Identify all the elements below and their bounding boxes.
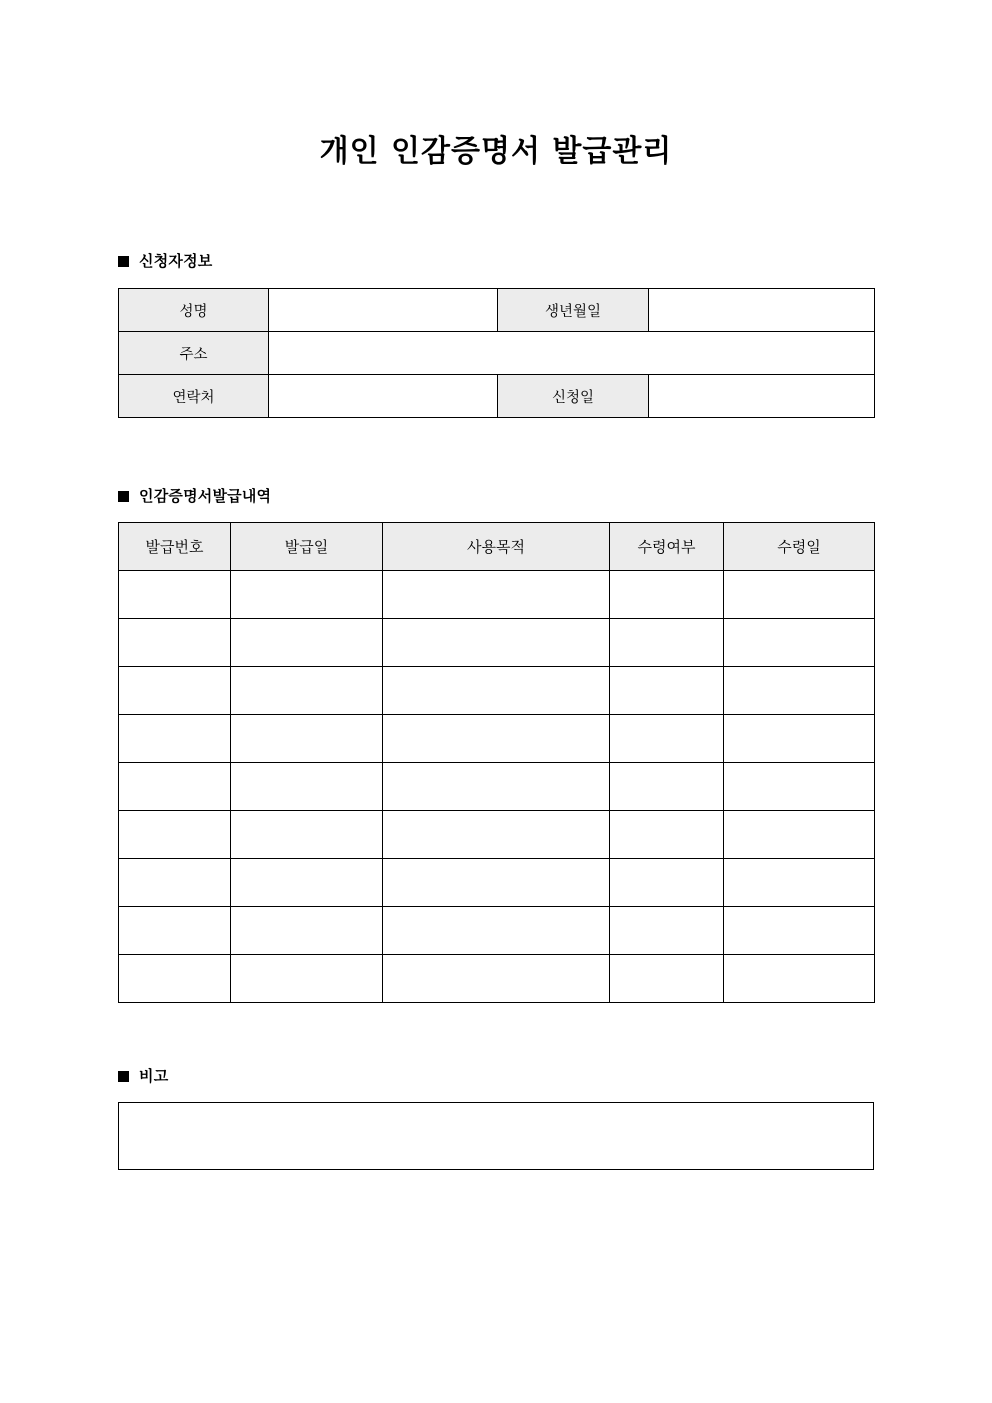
cell-issue-number[interactable] xyxy=(119,715,231,763)
filled-square-bullet-icon xyxy=(118,1071,129,1082)
table-row xyxy=(119,763,875,811)
section-heading-applicant-info xyxy=(118,254,212,269)
cell-purpose[interactable] xyxy=(383,715,610,763)
remarks-text[interactable] xyxy=(119,1103,873,1120)
filled-square-bullet-icon xyxy=(118,491,129,502)
cell-received-date[interactable] xyxy=(724,571,875,619)
cell-issue-date[interactable] xyxy=(231,907,383,955)
section-heading-label: 인감증명서발급내역 xyxy=(139,487,272,505)
table-row xyxy=(119,332,875,375)
cell-received-date[interactable] xyxy=(724,763,875,811)
cell-issue-number[interactable] xyxy=(119,571,231,619)
section-heading-label: 신청자정보 xyxy=(139,252,213,270)
cell-purpose[interactable] xyxy=(383,667,610,715)
cell-received-status[interactable] xyxy=(610,715,724,763)
cell-received-status[interactable] xyxy=(610,619,724,667)
cell-issue-date[interactable] xyxy=(231,859,383,907)
cell-received-status[interactable] xyxy=(610,667,724,715)
cell-purpose[interactable] xyxy=(383,619,610,667)
table-row xyxy=(119,955,875,1003)
column-header-issue-date: 발급일 xyxy=(231,523,383,571)
input-cell-application-date[interactable] xyxy=(649,375,875,418)
cell-issue-number[interactable] xyxy=(119,955,231,1003)
cell-received-date[interactable] xyxy=(724,619,875,667)
column-header-received-date: 수령일 xyxy=(724,523,875,571)
cell-purpose[interactable] xyxy=(383,955,610,1003)
table-header-row xyxy=(119,523,875,571)
cell-received-date[interactable] xyxy=(724,715,875,763)
column-header-received-status: 수령여부 xyxy=(610,523,724,571)
cell-purpose[interactable] xyxy=(383,811,610,859)
label-cell-application-date: 신청일 xyxy=(498,375,649,418)
cell-issue-date[interactable] xyxy=(231,571,383,619)
cell-received-status[interactable] xyxy=(610,955,724,1003)
input-cell-address[interactable] xyxy=(269,332,875,375)
cell-received-status[interactable] xyxy=(610,811,724,859)
cell-received-date[interactable] xyxy=(724,907,875,955)
column-header-issue-number: 발급번호 xyxy=(119,523,231,571)
cell-issue-date[interactable] xyxy=(231,715,383,763)
table-row xyxy=(119,289,875,332)
label-cell-birthdate: 생년월일 xyxy=(498,289,649,332)
label-cell-contact: 연락처 xyxy=(119,375,269,418)
remarks-box[interactable] xyxy=(118,1102,874,1170)
cell-received-status[interactable] xyxy=(610,907,724,955)
applicant-info-table xyxy=(118,288,875,418)
cell-received-status[interactable] xyxy=(610,763,724,811)
cell-purpose[interactable] xyxy=(383,571,610,619)
column-header-purpose: 사용목적 xyxy=(383,523,610,571)
cell-received-date[interactable] xyxy=(724,859,875,907)
cell-issue-date[interactable] xyxy=(231,763,383,811)
issuance-history-table xyxy=(118,522,875,1003)
cell-issue-number[interactable] xyxy=(119,763,231,811)
cell-purpose[interactable] xyxy=(383,763,610,811)
issuance-history-body xyxy=(119,571,875,1003)
table-row xyxy=(119,811,875,859)
table-row xyxy=(119,619,875,667)
cell-issue-date[interactable] xyxy=(231,811,383,859)
table-row xyxy=(119,667,875,715)
section-heading-label: 비고 xyxy=(139,1067,169,1085)
cell-purpose[interactable] xyxy=(383,859,610,907)
input-cell-name[interactable] xyxy=(269,289,498,332)
cell-issue-number[interactable] xyxy=(119,859,231,907)
table-row xyxy=(119,907,875,955)
cell-issue-number[interactable] xyxy=(119,907,231,955)
input-cell-contact[interactable] xyxy=(269,375,498,418)
cell-issue-number[interactable] xyxy=(119,667,231,715)
input-cell-birthdate[interactable] xyxy=(649,289,875,332)
page-title: 개인 인감증명서 발급관리 xyxy=(319,134,673,169)
cell-issue-date[interactable] xyxy=(231,619,383,667)
cell-issue-date[interactable] xyxy=(231,955,383,1003)
cell-issue-number[interactable] xyxy=(119,811,231,859)
cell-received-date[interactable] xyxy=(724,955,875,1003)
section-heading-issuance-history xyxy=(118,489,271,504)
label-cell-name: 성명 xyxy=(119,289,269,332)
cell-issue-number[interactable] xyxy=(119,619,231,667)
cell-purpose[interactable] xyxy=(383,907,610,955)
table-row xyxy=(119,375,875,418)
cell-issue-date[interactable] xyxy=(231,667,383,715)
cell-received-date[interactable] xyxy=(724,667,875,715)
cell-received-status[interactable] xyxy=(610,571,724,619)
filled-square-bullet-icon xyxy=(118,256,129,267)
table-row xyxy=(119,859,875,907)
section-heading-remarks xyxy=(118,1069,168,1084)
cell-received-date[interactable] xyxy=(724,811,875,859)
table-row xyxy=(119,715,875,763)
table-row xyxy=(119,571,875,619)
label-cell-address: 주소 xyxy=(119,332,269,375)
cell-received-status[interactable] xyxy=(610,859,724,907)
